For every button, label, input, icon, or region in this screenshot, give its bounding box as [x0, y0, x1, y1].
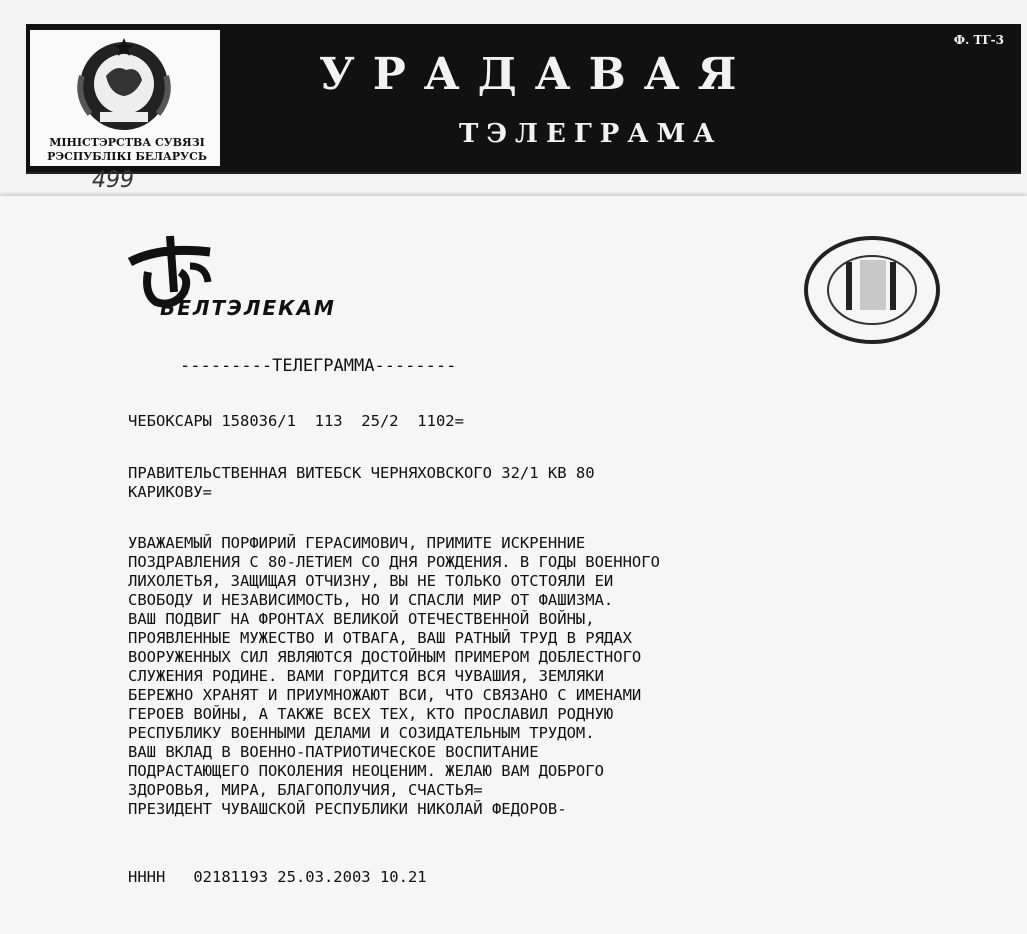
postmark-stamp: [798, 232, 946, 348]
body-line: УВАЖАЕМЫЙ ПОРФИРИЙ ГЕРАСИМОВИЧ, ПРИМИТЕ ИСКРЕННИЕ: [128, 534, 586, 552]
form-code: Ф. ТГ-3: [953, 33, 1004, 47]
ministry-name-line2: РЭСПУБЛІКІ БЕЛАРУСЬ: [47, 150, 207, 163]
body-line: ЛИХОЛЕТЬЯ, ЗАЩИЩАЯ ОТЧИЗНУ, ВЫ НЕ ТОЛЬКО ОТСТОЯЛИ ЕИ: [128, 572, 614, 590]
beltelecom-logo-text: БЕЛТЭЛЕКАМ: [160, 296, 336, 320]
body-line: ВАШ ВКЛАД В ВОЕННО-ПАТРИОТИЧЕСКОЕ ВОСПИТАНИЕ: [128, 743, 539, 761]
body-line: ВООРУЖЕННЫХ СИЛ ЯВЛЯЮТСЯ ДОСТОЙНЫМ ПРИМЕРОМ ДОБЛЕСТНОГО: [128, 648, 642, 666]
body-line: ПРЕЗИДЕНТ ЧУВАШСКОЙ РЕСПУБЛИКИ НИКОЛАЙ ФЕДОРОВ-: [128, 800, 567, 818]
body-line: ВАШ ПОДВИГ НА ФРОНТАХ ВЕЛИКОЙ ОТЕЧЕСТВЕННОЙ ВОЙНЫ,: [128, 610, 595, 628]
footer-line: НННН 02181193 25.03.2003 10.21: [128, 868, 427, 886]
body-line: РЕСПУБЛИКУ ВОЕННЫМИ ДЕЛАМИ И СОЗИДАТЕЛЬНЫМ ТРУДОМ.: [128, 724, 595, 742]
state-emblem-icon: [66, 36, 182, 136]
body-line: ЗДОРОВЬЯ, МИРА, БЛАГОПОЛУЧИЯ, СЧАСТЬЯ=: [128, 781, 483, 799]
form-subtitle: ТЭЛЕГРАМА: [459, 119, 723, 149]
telegram-heading: ---------ТЕЛЕГРАММА--------: [180, 356, 457, 376]
body-line: ПОЗДРАВЛЕНИЯ С 80-ЛЕТИЕМ СО ДНЯ РОЖДЕНИЯ. В ГОДЫ ВОЕННОГО: [128, 553, 660, 571]
header-divider: [26, 172, 1021, 174]
form-title: УРАДАВАЯ: [319, 49, 755, 100]
address-line-2: КАРИКОВУ=: [128, 483, 212, 501]
body-line: ПОДРАСТАЮЩЕГО ПОКОЛЕНИЯ НЕОЦЕНИМ. ЖЕЛАЮ ВАМ ДОБРОГО: [128, 762, 604, 780]
body-line: ПРОЯВЛЕННЫЕ МУЖЕСТВО И ОТВАГА, ВАШ РАТНЫЙ ТРУД В РЯДАХ: [128, 629, 632, 647]
origin-line: ЧЕБОКСАРЫ 158036/1 113 25/2 1102=: [128, 412, 464, 430]
handwritten-number: 499: [92, 168, 134, 193]
body-line: БЕРЕЖНО ХРАНЯТ И ПРИУМНОЖАЮТ ВСИ, ЧТО СВЯЗАНО С ИМЕНАМИ: [128, 686, 642, 704]
body-line: СВОБОДУ И НЕЗАВИСИМОСТЬ, НО И СПАСЛИ МИР ОТ ФАШИЗМА.: [128, 591, 614, 609]
ministry-emblem-box: [28, 28, 222, 168]
ministry-name-line1: МІНІСТЭРСТВА СУВЯЗІ: [49, 136, 205, 149]
body-line: ГЕРОЕВ ВОЙНЫ, А ТАКЖЕ ВСЕХ ТЕХ, КТО ПРОСЛАВИЛ РОДНУЮ: [128, 705, 614, 723]
body-line: СЛУЖЕНИЯ РОДИНЕ. ВАМИ ГОРДИТСЯ ВСЯ ЧУВАШИЯ, ЗЕМЛЯКИ: [128, 667, 604, 685]
address-line-1: ПРАВИТЕЛЬСТВЕННАЯ ВИТЕБСК ЧЕРНЯХОВСКОГО 32/1 КВ 80: [128, 464, 595, 482]
